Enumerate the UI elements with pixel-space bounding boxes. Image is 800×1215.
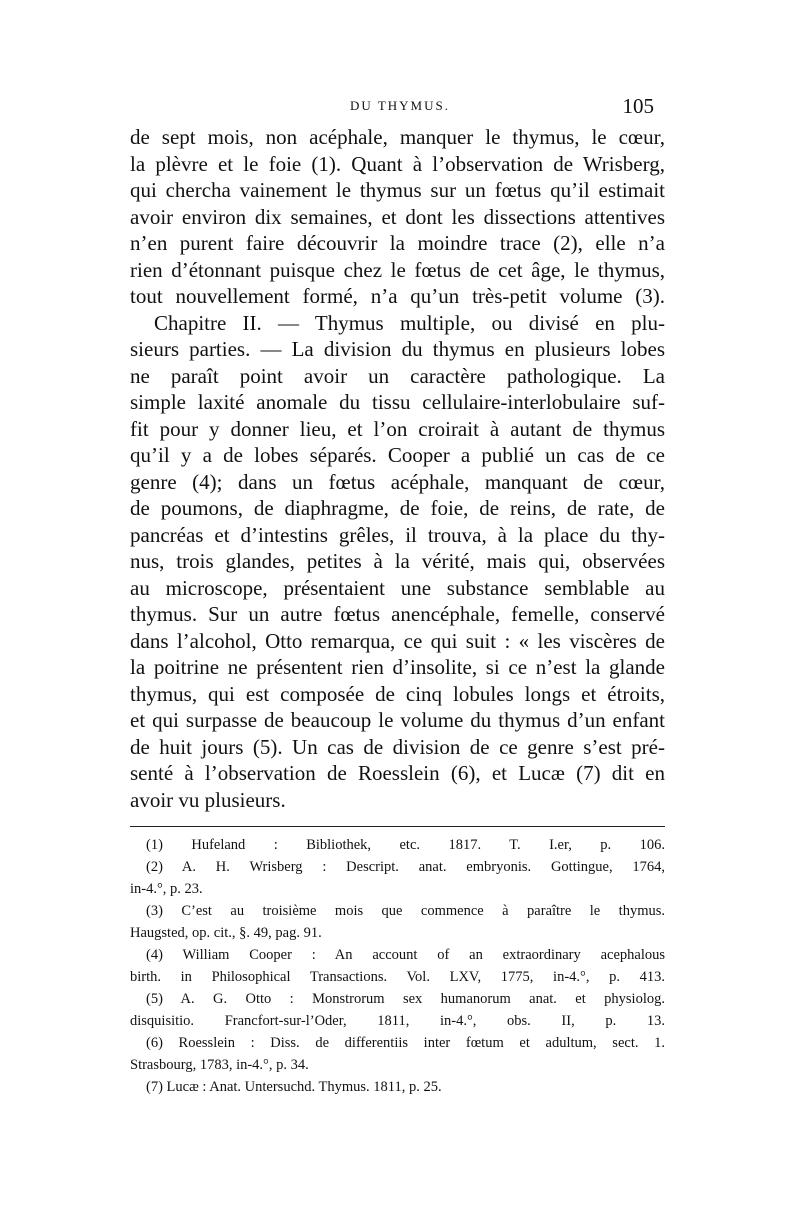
body-line: thymus, qui est composée de cinq lobules longs et étroits, xyxy=(130,681,665,706)
footnote-line: (1) Hufeland : Bibliothek, etc. 1817. T. I.er, p. 106. xyxy=(146,837,665,853)
footnote-line: birth. in Philosophical Transactions. Vol. LXV, 1775, in-4.°, p. 413. xyxy=(130,969,665,985)
body-line: thymus. Sur un autre fœtus anencéphale, femelle, conservé xyxy=(130,602,665,626)
body-line: avoir vu plusieurs. xyxy=(130,787,286,812)
body-line: de sept mois, non acéphale, manquer le thymus, le cœur, xyxy=(130,125,665,149)
footnotes xyxy=(130,834,665,1098)
body-line: pancréas et d’intestins grêles, il trouva, à la place du thy- xyxy=(130,522,665,547)
body-line: senté à l’observation de Roesslein (6), et Lucæ (7) dit en xyxy=(130,761,665,785)
footnote-line: (7) Lucæ : Anat. Untersuchd. Thymus. 1811, p. 25. xyxy=(146,1079,442,1095)
body-line: dans l’alcohol, Otto remarqua, ce qui suit : « les viscères de xyxy=(130,628,665,653)
body-line: rien d’étonnant puisque chez le fœtus de cet âge, le thymus, xyxy=(130,257,665,282)
body-line: qui chercha vainement le thymus sur un fœtus qu’il estimait xyxy=(130,178,665,202)
body-line: simple laxité anomale du tissu cellulaire-interlobulaire suf- xyxy=(130,390,665,414)
footnote-line: (4) William Cooper : An account of an extraordinary acephalous xyxy=(146,947,665,963)
footnote-line: disquisitio. Francfort-sur-l’Oder, 1811, in-4.°, obs. II, p. 13. xyxy=(130,1013,665,1029)
body-line: la plèvre et le foie (1). Quant à l’observation de Wrisberg, xyxy=(130,151,665,176)
body-line: de poumons, de diaphragme, de foie, de reins, de rate, de xyxy=(130,496,665,520)
body-line: sieurs parties. — La division du thymus en plusieurs lobes xyxy=(130,337,665,361)
footnote-line: Haugsted, op. cit., §. 49, pag. 91. xyxy=(130,925,322,941)
footnote-line: (6) Roesslein : Diss. de differentiis inter fœtum et adultum, sect. 1. xyxy=(146,1035,665,1051)
body-line: avoir environ dix semaines, et dont les dissections attentives xyxy=(130,204,665,229)
footnote-rule xyxy=(130,826,665,827)
page-header xyxy=(140,96,660,122)
running-head: DU THYMUS. xyxy=(350,98,450,113)
footnote-line: Strasbourg, 1783, in-4.°, p. 34. xyxy=(130,1057,309,1073)
body-line: et qui surpasse de beaucoup le volume du thymus d’un enfant xyxy=(130,708,665,732)
body-line: tout nouvellement formé, n’a qu’un très-petit volume (3). xyxy=(130,284,665,308)
footnote-line: in-4.°, p. 23. xyxy=(130,881,203,897)
footnote-line: (2) A. H. Wrisberg : Descript. anat. embryonis. Gottingue, 1764, xyxy=(146,859,665,875)
body-line: au microscope, présentaient une substance semblable au xyxy=(130,575,665,600)
body-text xyxy=(130,124,665,813)
footnote-line: (3) C’est au troisième mois que commence à paraître le thymus. xyxy=(146,903,665,919)
body-line: la poitrine ne présentent rien d’insolite, si ce n’est la glande xyxy=(130,655,665,679)
body-line: fit pour y donner lieu, et l’on croirait à autant de thymus xyxy=(130,416,665,441)
body-line: nus, trois glandes, petites à la vérité, mais qui, observées xyxy=(130,549,665,573)
page-number: 105 xyxy=(622,94,654,118)
chapter-heading-line: Chapitre II. — Thymus multiple, ou divisé en plu- xyxy=(154,310,665,335)
body-line: genre (4); dans un fœtus acéphale, manquant de cœur, xyxy=(130,469,665,494)
body-line: de huit jours (5). Un cas de division de ce genre s’est pré- xyxy=(130,734,665,759)
body-line: n’en purent faire découvrir la moindre trace (2), elle n’a xyxy=(130,231,665,255)
footnote-line: (5) A. G. Otto : Monstrorum sex humanorum anat. et physiolog. xyxy=(146,991,665,1007)
body-line: ne paraît point avoir un caractère pathologique. La xyxy=(130,363,665,388)
body-line: qu’il y a de lobes séparés. Cooper a publié un cas de ce xyxy=(130,443,665,467)
